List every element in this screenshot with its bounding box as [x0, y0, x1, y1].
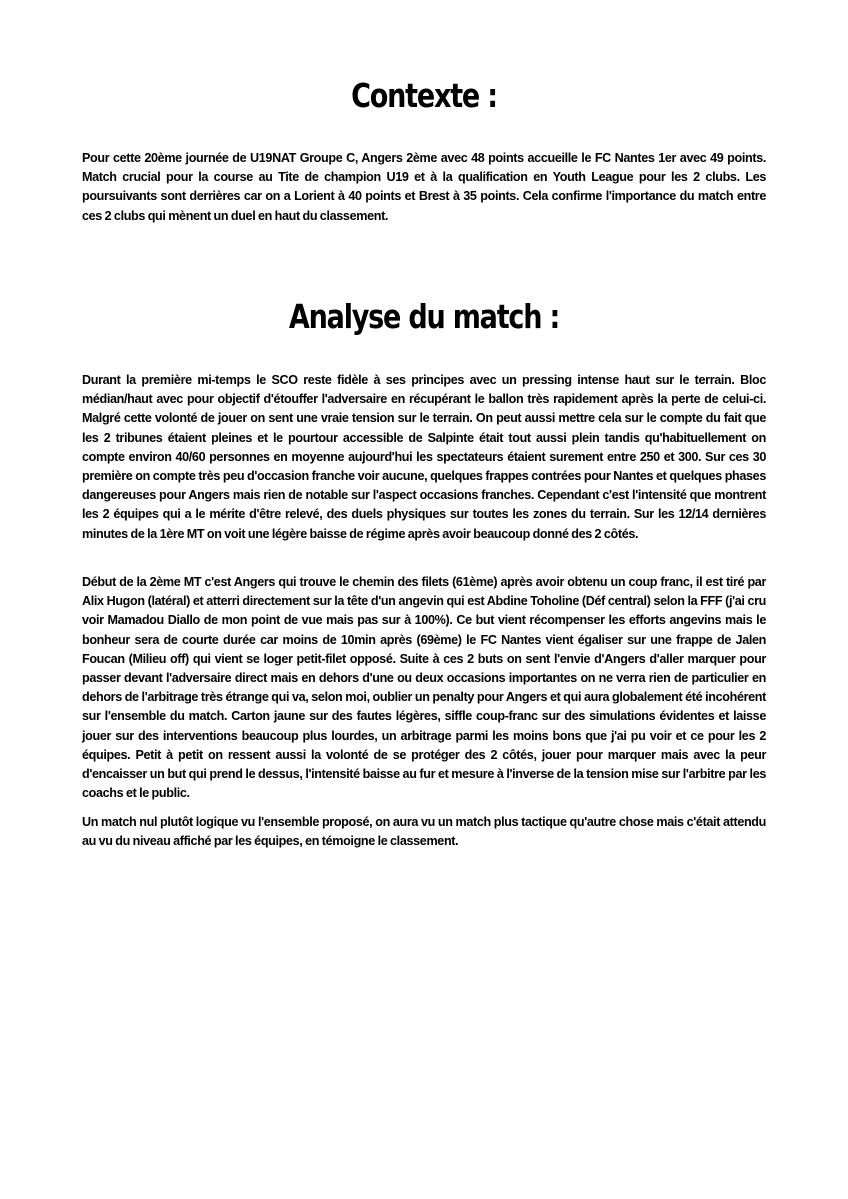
analysis-paragraph-second-half: Début de la 2ème MT c'est Angers qui trouve le chemin des filets (61ème) après avoir obtenu un coup franc, il est tiré par Alix Hugon (latéral) et atterri directement sur la tête d'un angevin qui est Abdine Toholine (Déf central) selon la FFF (j'ai cru voir Mamadou Diallo de mon point de vue mais pas sur à 100%). Ce but vient récompenser les efforts angevins mais le bonheur sera de courte durée car moins de 10min après (69ème) le FC Nantes vient égaliser sur une frappe de Jalen Foucan (Milieu off) qui vient se loger petit-filet opposé. Suite à ces 2 buts on sent l'envie d'Angers d'aller marquer pour passer devant l'adversaire direct mais en dehors d'une ou deux occasions importantes on ne verra rien de particulier en dehors de l'arbitrage très étrange qui va, selon moi, oublier un penalty pour Angers et qui aura globalement été incohérent sur l'ensemble du match. Carton jaune sur des fautes légères, siffle coup-franc sur des simulations évidentes et laisse jouer sur des interventions beaucoup plus lourdes, un arbitrage parmi les moins bons que j'ai pu voir et ce pour les 2 équipes. Petit à petit on ressent aussi la volonté de se protéger des 2 côtés, jouer pour marquer mais avec la peur d'encaisser un but qui prend le dessus, l'intensité baisse au fur et mesure à l'inverse de la tension mise sur l'arbitre par les coachs et le public.: [82, 575, 766, 801]
analysis-paragraph-conclusion: Un match nul plutôt logique vu l'ensemble proposé, on aura vu un match plus tactique qu'autre chose mais c'était attendu au vu du niveau affiché par les équipes, en témoigne le classement.: [82, 815, 766, 849]
context-heading: Contexte :: [351, 76, 497, 115]
analysis-paragraph-first-half: Durant la première mi-temps le SCO reste fidèle à ses principes avec un pressing intense haut sur le terrain. Bloc médian/haut avec pour objectif d'étouffer l'adversaire en récupérant le ballon très rapidement après la perte de celui-ci. Malgré cette volonté de jouer on sent une vraie tension sur le terrain. On peut aussi mettre cela sur le compte du fait que les 2 tribunes étaient pleines et le pourtour accessible de Salpinte était tout aussi plein tandis qu'habituellement on compte environ 40/60 personnes en moyenne aujourd'hui les spectateurs étaient surement entre 250 et 300. Sur ces 30 première on compte très peu d'occasion franche voir aucune, quelques frappes contrées pour Nantes et quelques phases dangereuses pour Angers mais rien de notable sur l'aspect occasions franches. Cependant c'est l'intensité que montrent les 2 équipes qui a le mérite d'être relevé, des duels physiques sur toutes les zones du terrain. Sur les 12/14 dernières minutes de la 1ère MT on voit une légère baisse de régime après avoir beaucoup donné des 2 côtés.: [82, 373, 766, 541]
context-paragraph: Pour cette 20ème journée de U19NAT Groupe C, Angers 2ème avec 48 points accueille le FC Nantes 1er avec 49 points. Match crucial pour la course au Tite de champion U19 et à la qualification en Youth League pour les 2 clubs. Les poursuivants sont derrières car on a Lorient à 40 points et Brest à 35 points. Cela confirme l'importance du match entre ces 2 clubs qui mènent un duel en haut du classement.: [82, 151, 766, 223]
analysis-heading: Analyse du match :: [288, 297, 560, 336]
